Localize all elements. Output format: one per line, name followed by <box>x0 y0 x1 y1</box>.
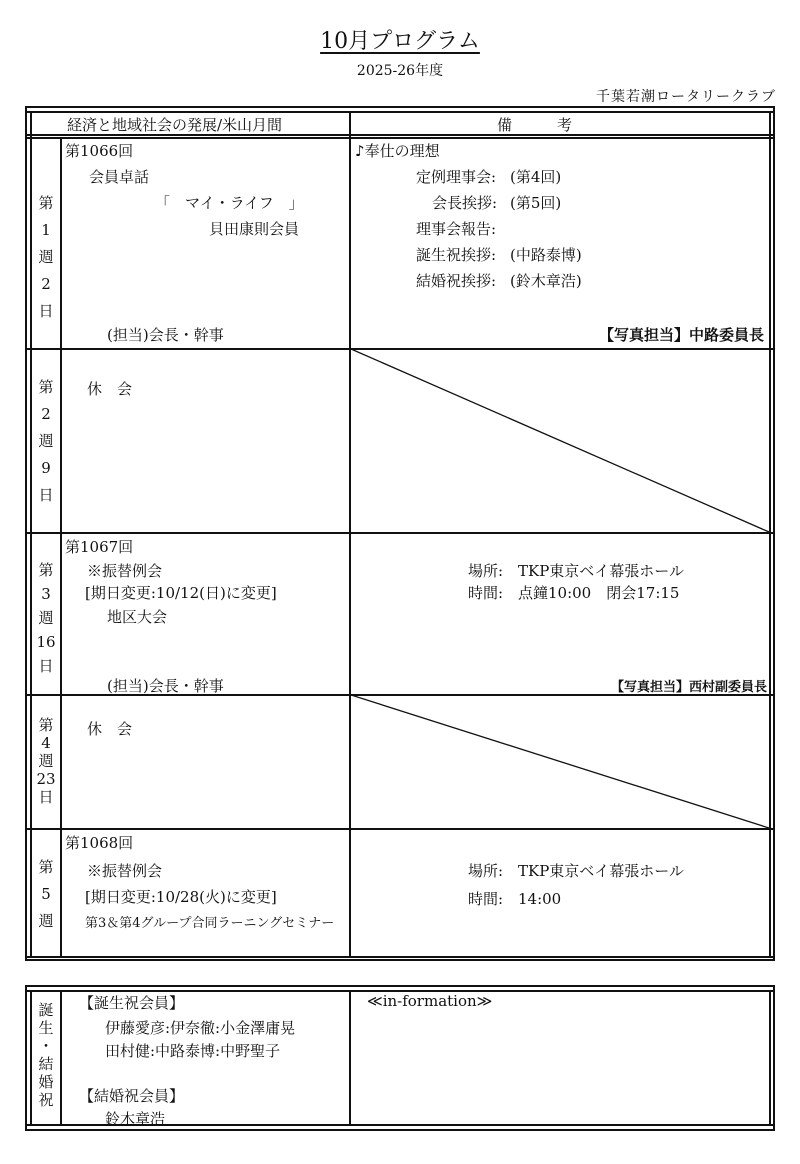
header-left: 経済と地域社会の発展/米山月間 <box>67 116 283 134</box>
week2-label: 第 2 週 9 日 <box>38 378 54 504</box>
week3-program: ※振替例会 <box>87 562 163 580</box>
birthday-members: 田村健:中路泰博:中野聖子 <box>105 1042 281 1060</box>
birthday-members: 伊藤愛彦:伊奈徹:小金澤庸晃 <box>105 1019 296 1037</box>
week3-event: 地区大会 <box>107 608 168 626</box>
week4-diagonal <box>351 695 769 828</box>
week3-meeting-no: 第1067回 <box>65 538 134 556</box>
week5-label: 第 5 週 <box>38 858 54 930</box>
wedding-title: 【結婚祝会員】 <box>79 1087 185 1105</box>
week4-label: 第 4 週 23 日 <box>36 716 56 806</box>
week3-note-val: 点鐘10:00 閉会17:15 <box>518 584 680 602</box>
week3-photo: 【写真担当】西村副委員長 <box>610 680 767 695</box>
week3-note-key: 場所: <box>468 562 504 580</box>
week2-diagonal <box>351 349 769 532</box>
club-name: 千葉若潮ロータリークラブ <box>596 89 776 105</box>
week1-note-val: (第4回) <box>510 168 562 186</box>
week5-date-change: [期日変更:10/28(火)に変更] <box>85 888 277 906</box>
week1-label: 第 1 週 2 日 <box>38 194 54 320</box>
page-title: 10月プログラム <box>320 29 480 54</box>
program-table <box>25 106 775 961</box>
week3-footer: (担当)会長・幹事 <box>107 677 224 695</box>
week1-note-val: (第5回) <box>510 194 562 212</box>
inner-top-line <box>27 111 773 113</box>
birthday-title: 【誕生祝会員】 <box>79 994 185 1012</box>
row-divider <box>27 532 773 534</box>
week1-notes-title: ♪奉仕の理想 <box>355 142 440 160</box>
week1-speaker: 貝田康則会員 <box>209 220 300 238</box>
week1-topic: 「 マイ・ライフ 」 <box>155 194 304 212</box>
header-right: 備 考 <box>497 116 573 134</box>
info-col-divider <box>349 990 351 1124</box>
celebration-label: 誕 生 ・ 結 婚 祝 <box>38 1001 54 1109</box>
week3-label: 第 3 週 16 日 <box>36 561 56 675</box>
week1-program: 会員卓話 <box>89 168 150 186</box>
week1-note-key: 結婚祝挨拶: <box>416 272 497 290</box>
week1-footer: (担当)会長・幹事 <box>107 326 224 344</box>
inner-right-line <box>769 990 771 1124</box>
week5-meeting-no: 第1068回 <box>65 834 134 852</box>
week5-program: ※振替例会 <box>87 862 163 880</box>
fiscal-year: 2025-26年度 <box>356 63 444 79</box>
week5-event: 第3＆第4グループ合同ラーニングセミナー <box>85 916 335 931</box>
week1-note-key: 定例理事会: <box>416 168 497 186</box>
week5-note-val: TKP東京ベイ幕張ホール <box>518 862 685 880</box>
week5-note-val: 14:00 <box>518 890 562 908</box>
week2-recess: 休 会 <box>87 380 133 398</box>
week1-note-val: (鈴木章浩) <box>510 272 582 290</box>
week1-note-key: 理事会報告: <box>416 220 497 238</box>
week3-note-val: TKP東京ベイ幕張ホール <box>518 562 685 580</box>
week1-note-key: 会長挨拶: <box>432 194 498 212</box>
wedding-members: 鈴木章浩 <box>105 1110 166 1128</box>
week4-recess: 休 会 <box>87 720 133 738</box>
week1-note-key: 誕生祝挨拶: <box>416 246 497 264</box>
row-divider <box>27 828 773 830</box>
week1-note-val: (中路泰博) <box>510 246 582 264</box>
header-bottom-line-2 <box>27 137 773 139</box>
week3-note-key: 時間: <box>468 584 504 602</box>
inner-bottom-line <box>27 956 773 958</box>
week5-note-key: 場所: <box>468 862 504 880</box>
information-title: ≪in-formation≫ <box>367 992 493 1010</box>
week1-photo: 【写真担当】中路委員長 <box>598 326 764 344</box>
celebration-table <box>25 985 775 1131</box>
week1-meeting-no: 第1066回 <box>65 142 134 160</box>
week5-note-key: 時間: <box>468 890 504 908</box>
week3-date-change: [期日変更:10/12(日)に変更] <box>85 584 277 602</box>
